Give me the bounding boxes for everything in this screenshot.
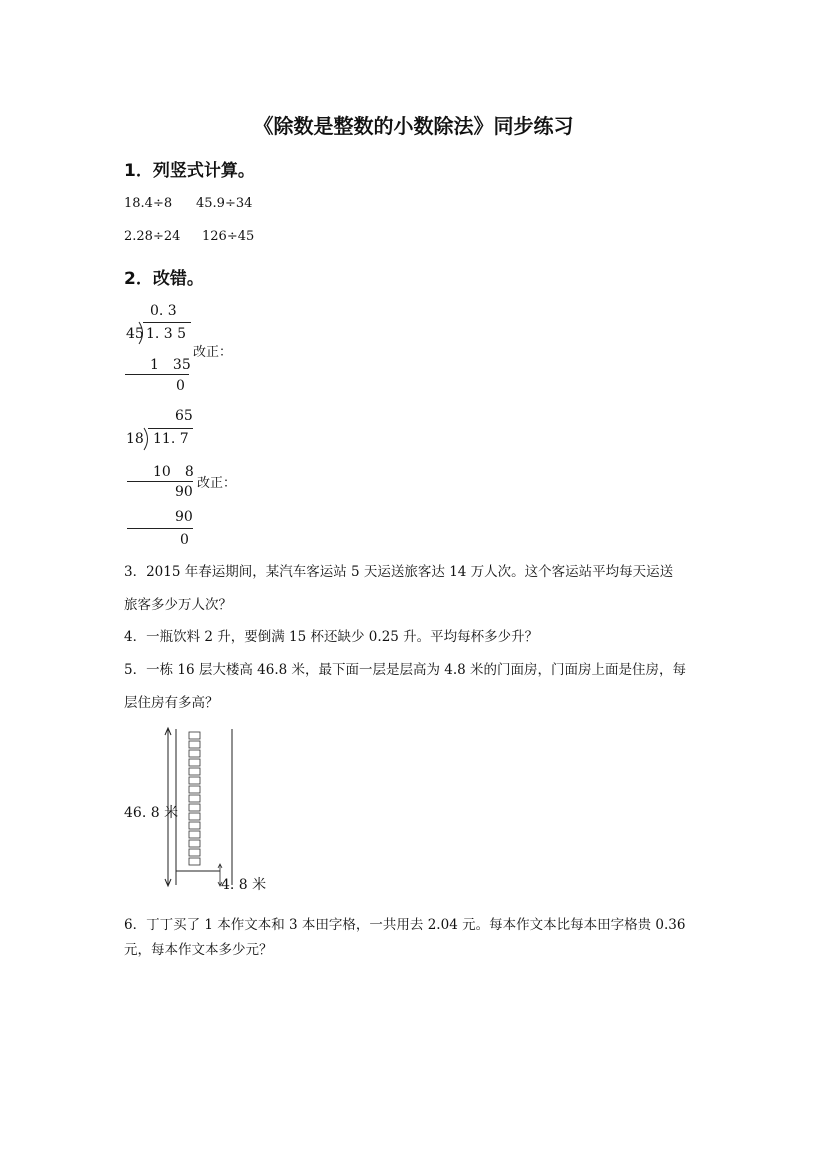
product-a: 1 35 <box>150 357 191 373</box>
division-bar-a <box>143 322 191 323</box>
q2-heading: 2．改错。 <box>124 269 204 289</box>
quotient-b: 65 <box>175 408 193 424</box>
q5-line2: 层住房有多高？ <box>124 695 219 711</box>
subtraction-line-a <box>125 374 189 375</box>
product2-b: 90 <box>175 509 193 525</box>
divisor-a: 45 <box>126 326 144 342</box>
remainder-b: 0 <box>180 532 189 548</box>
step-b: 90 <box>175 484 193 500</box>
q1-heading: 1．列竖式计算。 <box>124 161 255 181</box>
q6-line2: 元，每本作文本多少元？ <box>124 942 273 958</box>
building-windows <box>189 732 200 865</box>
division-bar-b <box>148 428 193 429</box>
dividend-a: 1. 3 5 <box>146 326 187 342</box>
q3-line1: 3．2015 年春运期间，某汽车客运站 5 天运送旅客达 14 万人次。这个客运站平均每天运送 <box>124 564 674 580</box>
correction-label-a: 改正： <box>193 345 233 360</box>
total-height-label: 46. 8 米 <box>124 805 179 821</box>
divisor-b: 18 <box>126 431 144 447</box>
quotient-a: 0. 3 <box>150 303 177 319</box>
dividend-b: 11. 7 <box>153 431 189 447</box>
q1-problem-c: 2.28÷24 <box>124 229 181 244</box>
q4-text: 4．一瓶饮料 2 升，要倒满 15 杯还缺少 0.25 升。平均每杯多少升？ <box>124 629 539 645</box>
q1-problem-b: 45.9÷34 <box>196 196 253 211</box>
subtraction-line-b1 <box>127 481 193 482</box>
q3-line2: 旅客多少万人次？ <box>124 597 232 613</box>
correction-label-b: 改正： <box>197 476 237 491</box>
page-title: 《除数是整数的小数除法》同步练习 <box>253 114 574 138</box>
remainder-a: 0 <box>176 378 185 394</box>
ground-floor-height-label: 4. 8 米 <box>221 877 267 893</box>
q6-line1: 6．丁丁买了 1 本作文本和 3 本田字格，一共用去 2.04 元。每本作文本比每本田字格贵 0.36 <box>124 917 686 933</box>
product1-b: 10 8 <box>153 464 194 480</box>
subtraction-line-b2 <box>127 528 193 529</box>
q1-problem-d: 126÷45 <box>202 229 255 244</box>
q1-problem-a: 18.4÷8 <box>124 196 173 211</box>
q5-line1: 5．一栋 16 层大楼高 46.8 米，最下面一层是层高为 4.8 米的门面房，门面房上面是住房，每 <box>124 662 687 678</box>
